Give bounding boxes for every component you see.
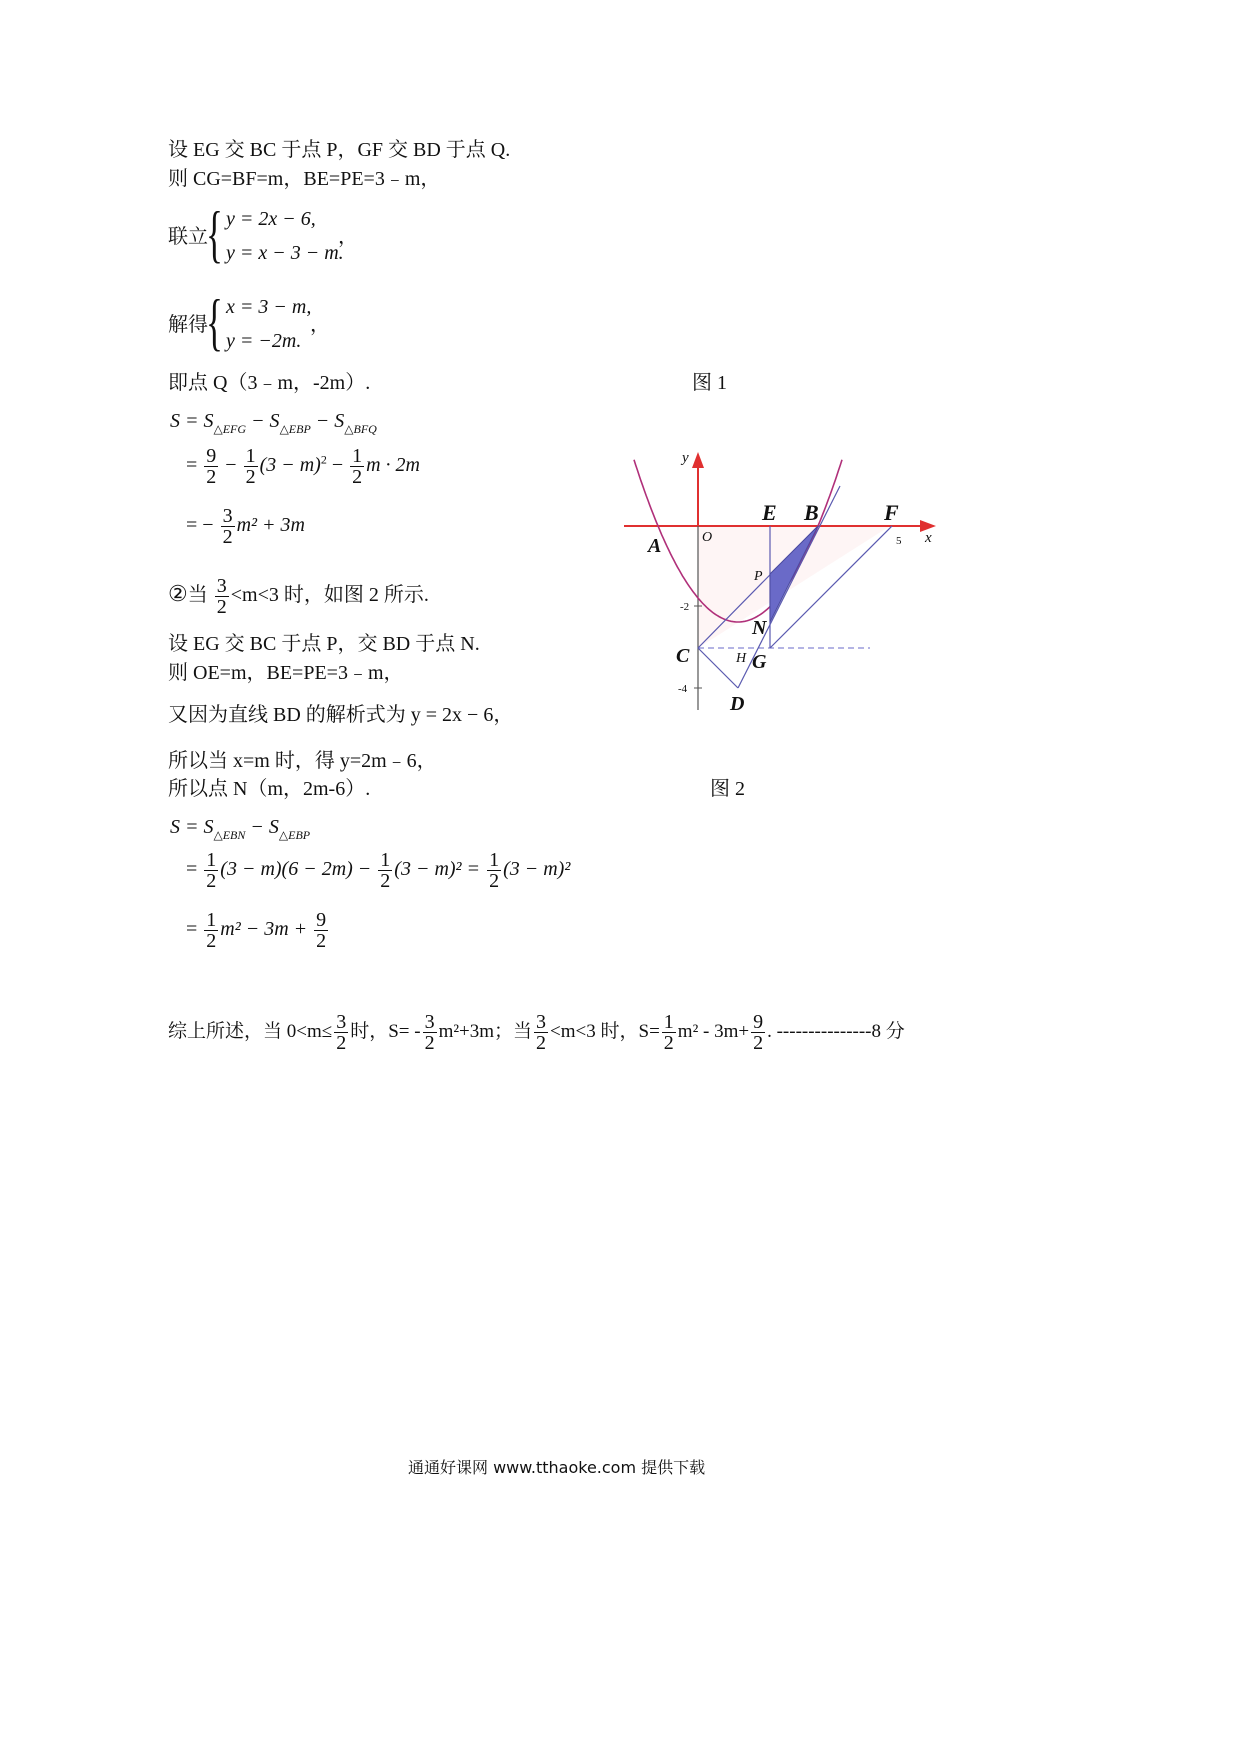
s1-lhs: S = S bbox=[170, 410, 214, 432]
label-n: N bbox=[752, 617, 767, 639]
case2-when: 当 bbox=[187, 584, 208, 607]
line-cd bbox=[698, 648, 738, 688]
eq3-pre: = bbox=[186, 858, 198, 881]
label-g: G bbox=[752, 651, 767, 673]
eq3-frac2: $\frac{1}{2}$ bbox=[380, 849, 391, 892]
text-line-eg-bc: 设 EG 交 BC 于点 P，GF 交 BD 于点 Q. bbox=[168, 139, 511, 161]
eq3-a: (3 − m)(6 − 2m) − bbox=[220, 858, 372, 881]
brace-1: { bbox=[206, 198, 223, 269]
eq2-tail: m² + 3m bbox=[236, 514, 305, 537]
s1-sub1: △EFG bbox=[213, 422, 247, 436]
eq4-frac2: $\frac{9}{2}$ bbox=[316, 909, 327, 952]
y-axis-arrow bbox=[692, 452, 704, 468]
eq4-a: m² − 3m + bbox=[220, 918, 308, 941]
label-e: E bbox=[762, 500, 777, 525]
system2-comma: ， bbox=[310, 314, 330, 336]
summary-line bbox=[168, 1012, 905, 1053]
text-line-oe: 则 OE=m，BE=PE=3﹣m， bbox=[168, 662, 404, 684]
sum-frac3: $\frac{3}{2}$ bbox=[536, 1011, 547, 1054]
system2-eq2: y = −2m. bbox=[226, 330, 302, 352]
s2-sub2: △EBP bbox=[278, 828, 311, 842]
label-f: F bbox=[884, 500, 899, 525]
label-h: H bbox=[736, 651, 747, 666]
s1-sub2: △EBP bbox=[279, 422, 311, 436]
label-b: B bbox=[804, 500, 819, 525]
sum-frac2: $\frac{3}{2}$ bbox=[424, 1011, 435, 1054]
label-c: C bbox=[676, 645, 690, 667]
figure-1-caption: 图 1 bbox=[692, 372, 727, 394]
label-p: P bbox=[754, 569, 763, 584]
eq4-pre: = bbox=[186, 918, 198, 941]
eq2-pre: = − bbox=[186, 514, 214, 537]
brace-2: { bbox=[206, 286, 223, 357]
s2-lhs: S = S bbox=[170, 816, 214, 838]
figure-2-caption: 图 2 bbox=[710, 778, 745, 800]
shaded-region bbox=[698, 526, 890, 648]
text-point-n: 所以点 N（m，2m-6）. bbox=[168, 778, 371, 800]
sum-f: . ---------------8 分 bbox=[767, 1020, 905, 1042]
eq3-c: (3 − m)² bbox=[503, 858, 571, 881]
tick-label-5: 5 bbox=[896, 535, 902, 547]
tick-label-minus2: -2 bbox=[680, 601, 690, 613]
jiede-label: 解得 bbox=[168, 314, 208, 336]
eq1-frac2: $\frac{1}{2}$ bbox=[245, 445, 256, 488]
s1-mid: − S bbox=[246, 410, 280, 432]
eq2-frac: $\frac{3}{2}$ bbox=[222, 505, 233, 548]
equation-line-1 bbox=[186, 446, 420, 487]
text-point-q: 即点 Q（3﹣m，-2m）. bbox=[168, 372, 371, 394]
eq3-frac3: $\frac{1}{2}$ bbox=[489, 849, 500, 892]
eq1-minus2: − bbox=[331, 454, 344, 477]
lianli-label: 联立 bbox=[168, 226, 208, 248]
label-d: D bbox=[730, 693, 745, 715]
tick-label-minus4: -4 bbox=[678, 683, 688, 695]
sum-a: 综上所述，当 0<m≤ bbox=[168, 1020, 333, 1042]
label-o: O bbox=[702, 530, 713, 545]
footer-text: 通通好课网 www.tthaoke.com 提供下载 bbox=[408, 1458, 706, 1477]
system1-eq1: y = 2x − 6, bbox=[226, 208, 316, 230]
system2-eq1: x = 3 − m, bbox=[226, 296, 312, 318]
sum-d: <m<3 时，S= bbox=[550, 1020, 660, 1042]
sum-c: m²+3m；当 bbox=[438, 1020, 533, 1042]
sum-frac5: $\frac{9}{2}$ bbox=[753, 1011, 764, 1054]
s2-sub1: △EBN bbox=[213, 828, 246, 842]
sum-b: 时，S= - bbox=[350, 1020, 421, 1042]
area-formula-1 bbox=[170, 408, 377, 442]
s1-mid2: − S bbox=[310, 410, 345, 432]
sum-e: m² - 3m+ bbox=[677, 1020, 750, 1042]
eq1-sq: 2 bbox=[320, 452, 327, 467]
eq1-frac3: $\frac{1}{2}$ bbox=[352, 445, 363, 488]
figure-2-diagram bbox=[620, 440, 950, 730]
sum-frac4: $\frac{1}{2}$ bbox=[663, 1011, 674, 1054]
eq1-pre: = bbox=[186, 454, 198, 477]
eq4-frac1: $\frac{1}{2}$ bbox=[206, 909, 217, 952]
eq1-frac1: $\frac{9}{2}$ bbox=[206, 445, 217, 488]
case2-tail: <m<3 时，如图 2 所示. bbox=[230, 584, 429, 607]
equation-line-4 bbox=[186, 910, 330, 951]
circled-2: ② bbox=[168, 581, 188, 607]
equation-line-3 bbox=[186, 850, 570, 891]
eq1-minus: − bbox=[225, 454, 237, 477]
text-line-x-m: 所以当 x=m 时，得 y=2m﹣6， bbox=[168, 750, 437, 772]
sum-frac1: $\frac{3}{2}$ bbox=[336, 1011, 347, 1054]
s2-mid: − S bbox=[245, 816, 279, 838]
eq1-tail: m · 2m bbox=[366, 454, 420, 477]
case-2-heading bbox=[168, 576, 429, 617]
text-line-bd: 又因为直线 BD 的解析式为 y = 2x − 6， bbox=[168, 704, 514, 726]
eq3-b: (3 − m)² = bbox=[394, 858, 481, 881]
text-line-cg-bf: 则 CG=BF=m，BE=PE=3﹣m， bbox=[168, 168, 441, 190]
label-a: A bbox=[648, 535, 662, 557]
s1-sub3: △BFQ bbox=[344, 422, 377, 436]
area-formula-2 bbox=[170, 814, 310, 848]
text-line-p-n: 设 EG 交 BC 于点 P，交 BD 于点 N. bbox=[168, 633, 480, 655]
case2-frac: $\frac{3}{2}$ bbox=[216, 575, 227, 618]
equation-line-2 bbox=[186, 506, 305, 547]
label-y: y bbox=[682, 450, 689, 466]
system1-comma: ， bbox=[338, 226, 358, 248]
label-x: x bbox=[925, 530, 932, 546]
system1-eq2: y = x − 3 − m. bbox=[226, 242, 344, 264]
eq3-frac1: $\frac{1}{2}$ bbox=[206, 849, 217, 892]
eq1-paren: (3 − m) bbox=[259, 454, 321, 477]
